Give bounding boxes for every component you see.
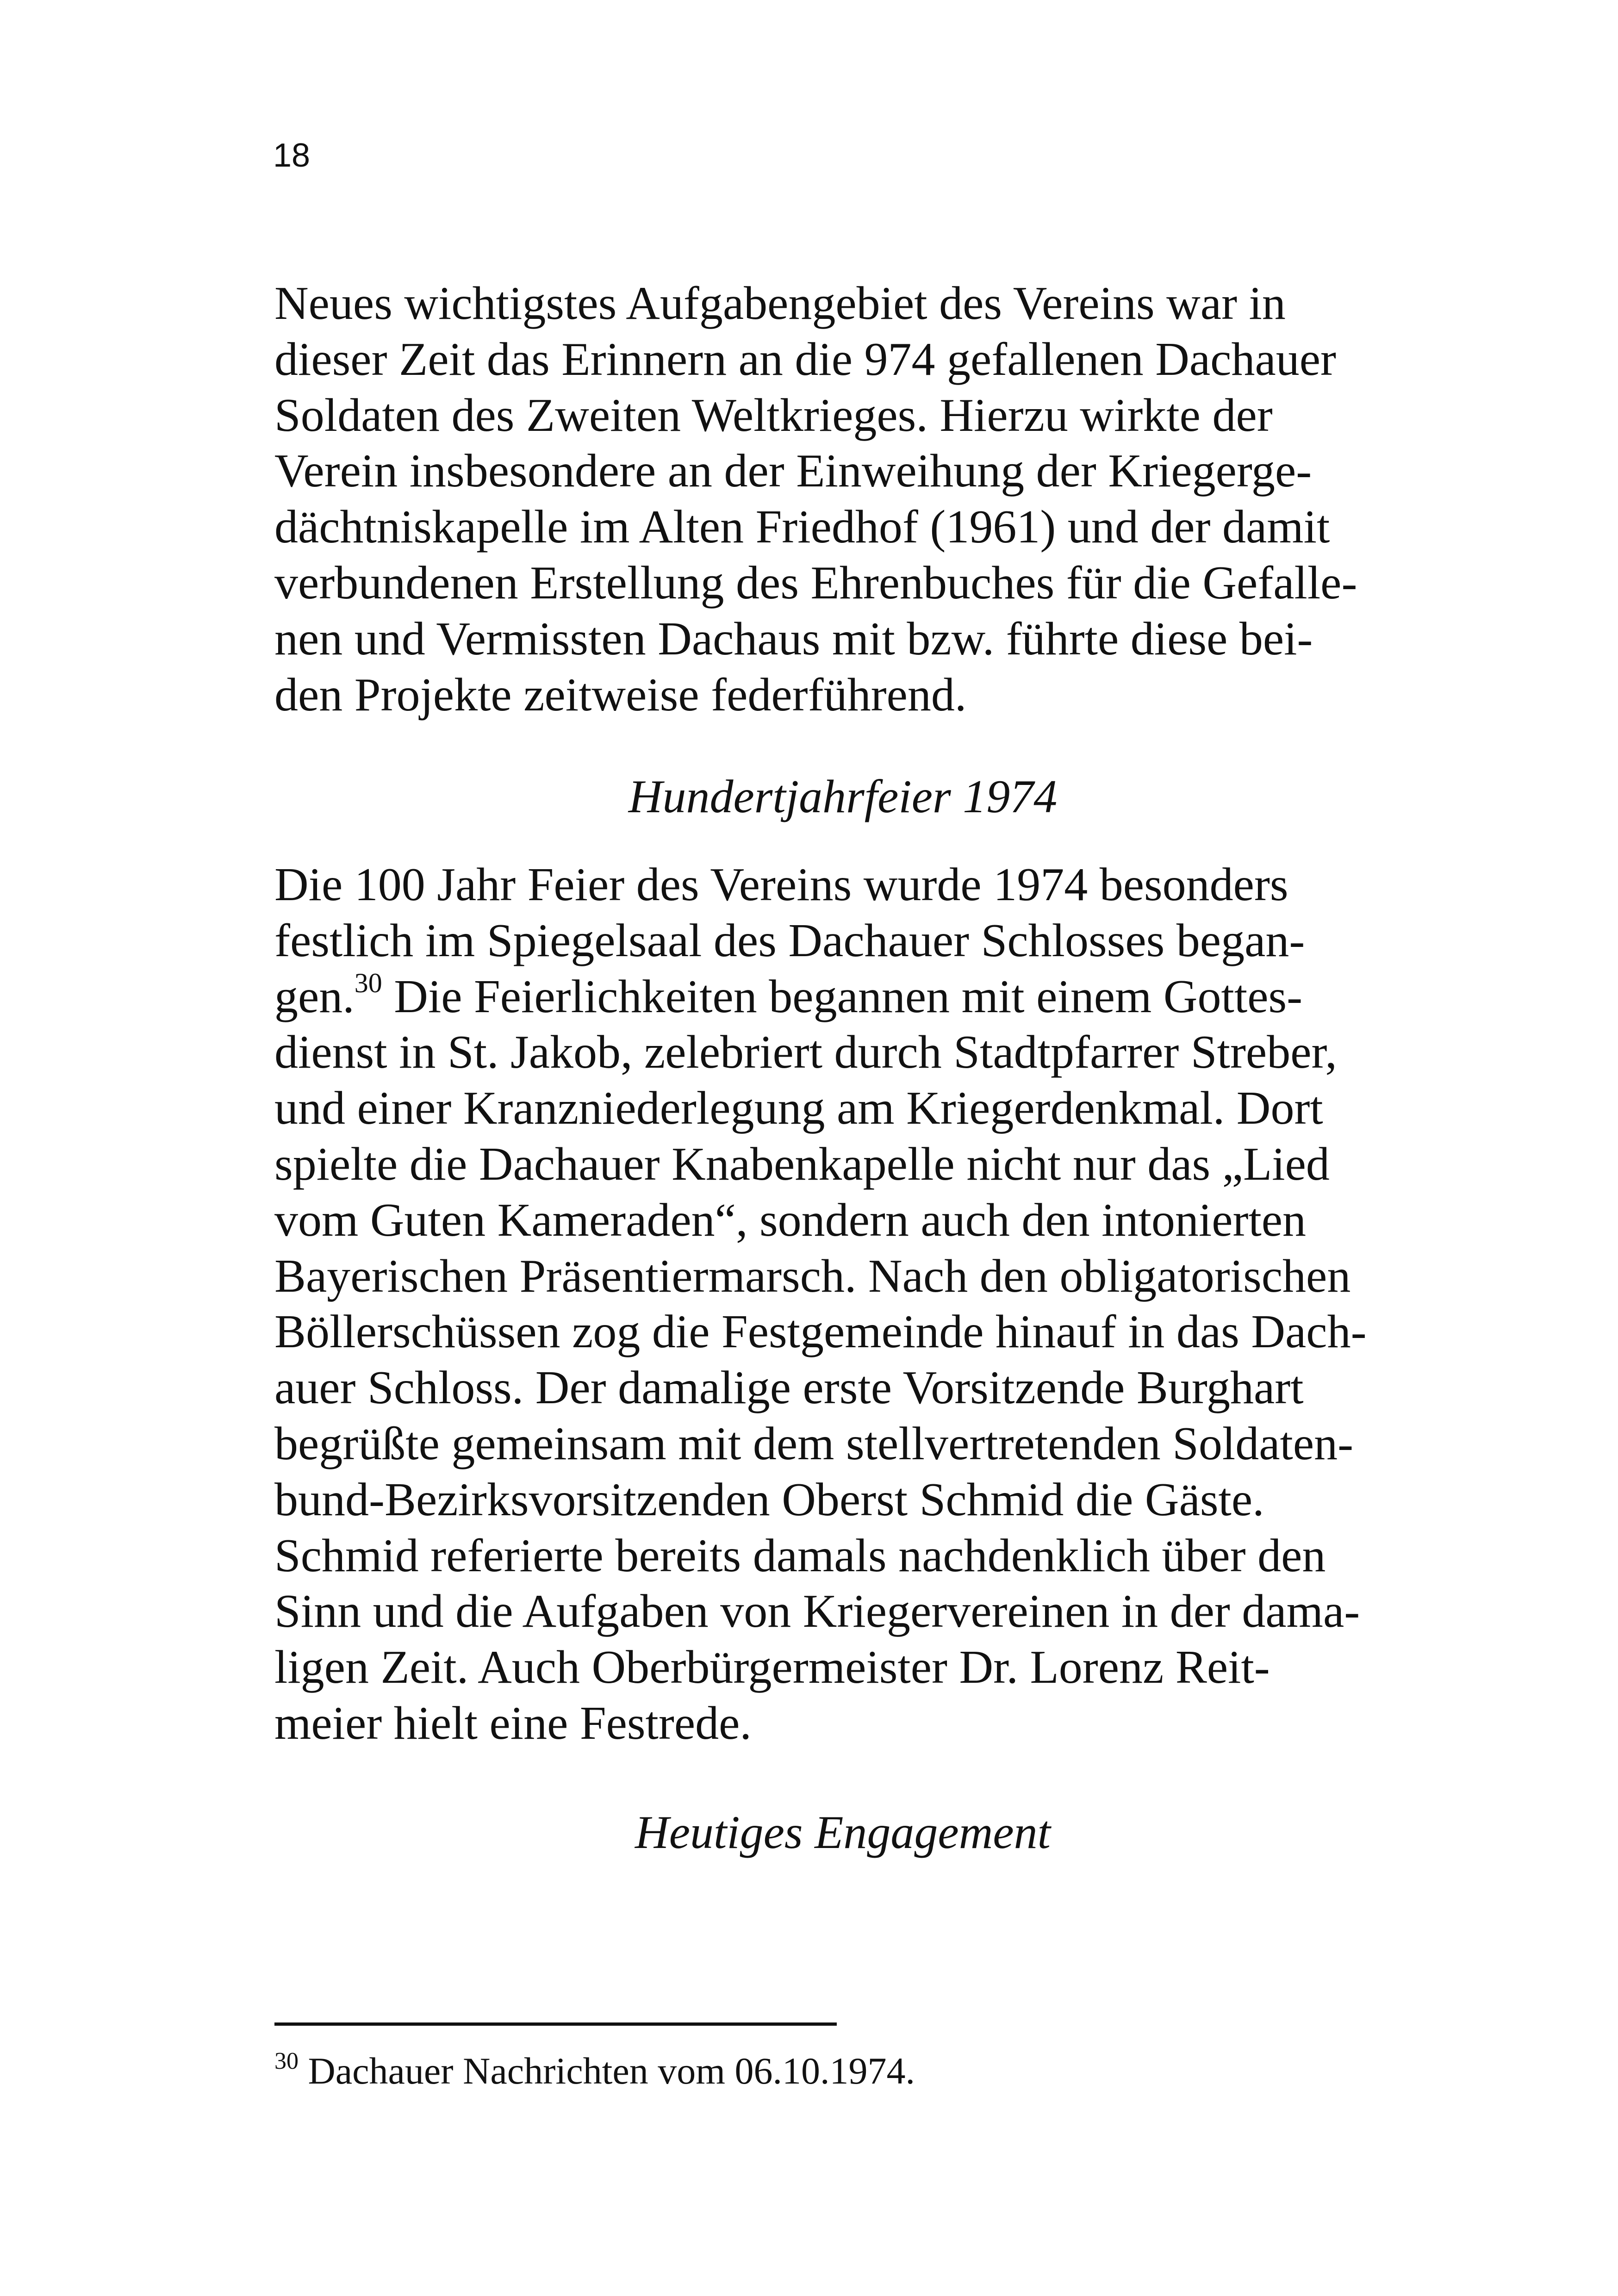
paragraph-line: ligen Zeit. Auch Oberbürgermeister Dr. Lorenz Reit-: [274, 1641, 1270, 1694]
paragraph-line: Soldaten des Zweiten Weltkrieges. Hierzu wirkte der: [274, 389, 1273, 442]
paragraph-line: Die 100 Jahr Feier des Vereins wurde 1974 besonders: [274, 859, 1288, 911]
paragraph-line: dieser Zeit das Erinnern an die 974 gefallenen Dachauer: [274, 333, 1336, 386]
section-heading-centenary: Hundertjahrfeier 1974: [628, 771, 1058, 823]
footnote-text: Dachauer Nachrichten vom 06.10.1974.: [299, 2050, 915, 2092]
paragraph-line: meier hielt eine Festrede.: [274, 1697, 752, 1749]
paragraph-line: vom Guten Kameraden“, sondern auch den intonierten: [274, 1194, 1307, 1246]
paragraph-line: spielte die Dachauer Knabenkapelle nicht nur das „Lied: [274, 1138, 1330, 1190]
paragraph-line: bund-Bezirksvorsitzenden Oberst Schmid die Gäste.: [274, 1473, 1264, 1526]
paragraph-line-text: Die Feierlichkeiten begannen mit einem Gottes-: [382, 970, 1303, 1023]
paragraph-line: dächtniskapelle im Alten Friedhof (1961) und der damit: [274, 501, 1330, 554]
paragraph-line: Böllerschüssen zog die Festgemeinde hinauf in das Dach-: [274, 1306, 1367, 1358]
paragraph-line: und einer Kranzniederlegung am Kriegerdenkmal. Dort: [274, 1082, 1323, 1135]
paragraph-line: begrüßte gemeinsam mit dem stellvertretenden Soldaten-: [274, 1417, 1354, 1470]
footnote: [274, 2048, 915, 2094]
footnote-reference[interactable]: 30: [354, 967, 382, 998]
paragraph-centenary: [274, 857, 1367, 1752]
footnote-divider: [274, 2022, 837, 2026]
footnote-number: 30: [274, 2047, 299, 2074]
paragraph-line: auer Schloss. Der damalige erste Vorsitzende Burghart: [274, 1362, 1304, 1414]
paragraph-line: Bayerischen Präsentiermarsch. Nach den obligatorischen: [274, 1250, 1351, 1302]
paragraph-line: Schmid referierte bereits damals nachdenklich über den: [274, 1529, 1326, 1582]
paragraph-line: Neues wichtigstes Aufgabengebiet des Vereins war in: [274, 277, 1286, 330]
paragraph-line: den Projekte zeitweise federführend.: [274, 668, 967, 721]
paragraph-line: verbundenen Erstellung des Ehrenbuches für die Gefalle-: [274, 556, 1357, 609]
paragraph-line-text: gen.: [274, 970, 355, 1023]
paragraph-line: Verein insbesondere an der Einweihung der Kriegerge-: [274, 445, 1312, 498]
section-heading-engagement: Heutiges Engagement: [635, 1806, 1051, 1859]
paragraph-line: dienst in St. Jakob, zelebriert durch Stadtpfarrer Streber,: [274, 1026, 1337, 1079]
paragraph-line: [274, 969, 1339, 1025]
paragraph-line: Sinn und die Aufgaben von Kriegervereinen in der dama-: [274, 1585, 1360, 1638]
page-number: 18: [273, 137, 311, 174]
paragraph-line: nen und Vermissten Dachaus mit bzw. führte diese bei-: [274, 612, 1313, 665]
paragraph-war-memorial: [274, 276, 1357, 723]
paragraph-line: festlich im Spiegelsaal des Dachauer Schlosses began-: [274, 914, 1305, 967]
